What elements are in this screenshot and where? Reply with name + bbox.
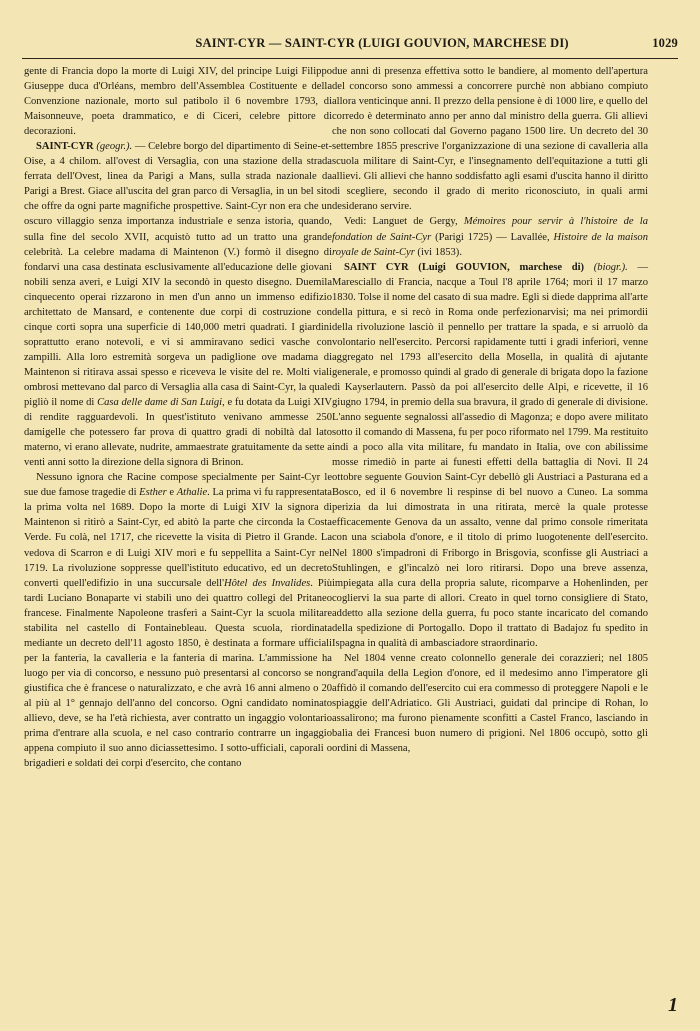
entry-headword: SAINT-CYR xyxy=(36,141,94,153)
paragraph xyxy=(24,470,332,771)
italic-title: Athalie xyxy=(176,487,208,499)
entry-text: , e fu dotata da Luigi XIV di rendite ragguardevoli. In quest'istituto venivano ammesse 250 damigelle che potessero far prova di quattro gradi di nobiltà dal lato materno, vi erano allevate, nudrite, ammaestrate gratuitamente da sette a venti anni sotto la direzione della signora di Brinon. xyxy=(24,397,333,469)
text-run: e xyxy=(166,487,177,499)
paragraph: Nel 1804 venne creato colonnello generale dei corazzieri; nel 1805 grand'aquila della Legion d'onore, ed il medesimo anno l'imperatore gli affidò il comando dell'esercito cui era commesso di proteggere Napoli e le spiaggie dell'Adriatico. Gli Austriaci, guidati dal principe di Rohan, lo assalirono; ma furono pienamente sconfitti a Castel Franco, lasciando in balìa dei Francesi buon numero di prigioni. Nel 1806 occupò, sotto gli ordini di Massena, xyxy=(332,652,648,755)
italic-title: Casa delle dame di San Luigi xyxy=(97,397,223,409)
text-run: Nessuno ignora che Racine compose specialmente per Saint-Cyr le sue due famose tragedie di xyxy=(24,472,332,499)
italic-title: Mémoires pour servir à l'histoire de la fondation de Saint-Cyr xyxy=(332,216,649,243)
paragraph: gente di Francia dopo la morte di Luigi XIV, del principe Luigi Filippo Giuseppe duca d'Orléans, membro dell'Assemblea Costituente e della Convenzione nazionale, morto sul patibolo il 6 novembre 1793, di Maisonneuve, poeta drammatico, e di Ciceri, celebre pittore di decorazioni. xyxy=(24,66,332,138)
entry-text: — Maresciallo di Francia, nacque a Toul l'8 aprile 1764; morì il 17 marzo 1830. Tolse il nome del casato di sua madre. Egli si diede dapprima all'arte della pittura, e si recò in Roma onde perfezionarvisi; ma nei primordii della rivoluzione lasciò il pennello per trattare la spada, e si arruolò da volontario nell'esercito. Percorsi rapidamente tutti i gradi inferiori, venne aggregato nel 1793 all'esercito della Mosella, in qualità di ajutante generale, e promosso quindi al grado di generale di brigata dopo la fazione di Kayserlautern. Passò da poi all'esercito delle Alpi, e ricevette, il 16 giugno 1794, in premio della sua bravura, il grado di generale di divisione. L'anno seguente segnalossi all'assedio di Magonza; e dopo avere militato sotto il comando di Massena, fu per poco riformato nel 1799. Ma restituito indi a poco alla vita militare, fu mandato in Italia, ove con abilissime mosse rimediò in parte ai funesti effetti della battaglia di Novi. Il 24 ottobre seguente Gouvion Saint-Cyr debellò gli Austriaci a Pasturana ed a Bosco, ed il 6 novembre li respinse di bel nuovo a Cuneo. La somma perizia da lui dimostrata in una ritirata, mercè la quale protesse efficacemente Genova da un assalto, venne dal primo console rimeritata con una sciabola d'onore, e il titolo di primo luogotenente dell'esercito. Nel 1800 s'impadronì di Friborgo in Brisgovia, sconfisse gli Austriaci a Stuhlingen, e gl'incalzò nei loro ritirarsi. Dopo una breve assenza, impiegata alla cura della propria salute, ricomparve a Hohenlinden, per cogliervi la sua parte di allori. Creato in quel torno consigliere di Stato, addetto alla sezione della guerra, fu poco stante incaricato del comando della spedizione di Portogallo. Dopo il trattato di Badajoz fu spedito in Ispagna in qualità di ambasciadore straordinario. xyxy=(332,261,649,649)
text-run: Vedi: Languet de Gergy, xyxy=(344,216,464,228)
right-column xyxy=(332,64,648,756)
entry-headword: SAINT CYR (Luigi GOUVION, marchese di) xyxy=(344,261,585,273)
entry-saint-cyr-biogr xyxy=(332,260,648,651)
text-run: (Parigi 1725) — Lavallée, xyxy=(431,231,554,243)
entry-saint-cyr-geogr xyxy=(24,139,332,470)
left-column xyxy=(24,64,332,771)
entry-text: — Celebre borgo del dipartimento di Seine-et-Oise, a 4 chilom. all'ovest di Versaglia, con una stazione della strada ferrata dell'Ovest, linea da Parigi a Mans, sulla strada nazionale da Parigi a Brest. Giace all'uscita del gran parco di Versaglia, in un bel sito che offre da ogni parte magnifiche prospettive. Saint-Cyr non era che un oscuro villaggio senza importanza industriale e senza istoria, quando, sulla fine del secolo XVII, acquistò tutto ad un tratto una grande celebrità. La celebre madama di Maintenon (V.) formò il disegno di fondarvi una casa destinata esclusivamente all'educazione delle giovani nobili senza averi, e Luigi XIV la secondò in questo disegno. Duemila cinquecento operai rizzarono in men d'un anno un immenso edifizio architettato de Mansard, e contenente due corpi di costruzione con cinque corti sopra una superficie di 140,000 metri quadrati. I giardini soprattutto erano notevoli, e vi si ammiravano sedici vasche con zampilli. Alla loro estremità sorgeva un padiglione ove madama di Maintenon si ritirava assai spesso e riceveva le visite del re. Molti viali ombrosi mettevano dal parco di Versaglia alla casa di Saint-Cyr, la quale pigliò il nome di xyxy=(24,141,333,409)
running-head xyxy=(22,36,678,54)
header-rule xyxy=(22,58,678,59)
text-run: . La prima vi fu rappresentata la prima volta nel 1689. Dopo la morte di Luigi XIV la signora di Maintenon si ritirò a Saint-Cyr, ed abitò la parte che circonda la Costa Verde. Fu colà, nel 1717, che ricevette la visita di Pietro il Grande. La vedova di Scarron e di Luigi XIV morì e fu seppellita a Saint-Cyr nel 1719. La rivoluzione soppresse quell'istituto educativo, ed un decreto converti quell'edifizio in una succursale dell' xyxy=(24,487,332,589)
italic-title: Histoire de la maison royale de Saint-Cyr xyxy=(332,231,648,258)
page-number: 1029 xyxy=(652,36,678,50)
entry-tag: (geogr.). xyxy=(96,141,133,153)
entry-tag: (biogr.). xyxy=(593,261,628,273)
text-run: (ivi 1853). xyxy=(414,246,462,258)
paragraph: due anni di presenza effettiva sotto le bandiere, al momento dell'apertura del concorso sono ammessi a concorrere purchè non abbiano compiuto allora venticinque anni. Il prezzo della pensione è di 1000 lire, e quello del corredo è determinato anno per anno dal ministro della guerra. Gli allievi che non sono collocati dal Governo pagano 1500 lire. Un decreto del 30 settembre 1855 prescrive l'organizzazione di una sezione di cavalleria alla scuola militare di Saint-Cyr, e l'insegnamento dell'equitazione a tutti gli allievi. Gli allievi che hanno soddisfatto agli esami d'uscita hanno il diritto di scegliere, secondo il grado di merito riconosciuto, in quali armi desiderano servire. xyxy=(332,66,648,213)
signature-mark: 1 xyxy=(668,994,678,1016)
italic-title: Esther xyxy=(139,487,167,499)
bibliography xyxy=(332,214,648,259)
text-run: . Più tardi Luciano Bonaparte vi stabilì uno dei quattro collegi del Pritaneo francese. Finalmente Napoleone trasferì a Saint-Cyr la scuola militare stabilita nel castello di Fontainebleau. Questa scuola, riordinata mediante un decreto dell'11 agosto 1850, è destinata a formare ufficiali per la fanteria, la cavalleria e la fanteria di marina. L'ammissione ha luogo per via di concorso, e nessuno può presentarsi al concorso se non giustifica che è francese o naturalizzato, e che avrà 16 anni almeno o 20 al più al 1° gennajo dell'anno del concorso. Ogni candidato nominato allievo, deve, se ha l'età richiesta, aver contratto un ingaggio volontario prima d'entrare alla scuola, e nel caso contrario contrarre un ingaggio appena compiuto il suo anno diciassettesimo. I sotto-ufficiali, caporali o brigadieri e soldati dei corpi d'esercito, che contano xyxy=(24,577,332,770)
italic-title: Hôtel des Invalides xyxy=(224,577,311,589)
page-title: SAINT-CYR — SAINT-CYR (LUIGI GOUVION, MARCHESE DI) xyxy=(195,36,569,50)
